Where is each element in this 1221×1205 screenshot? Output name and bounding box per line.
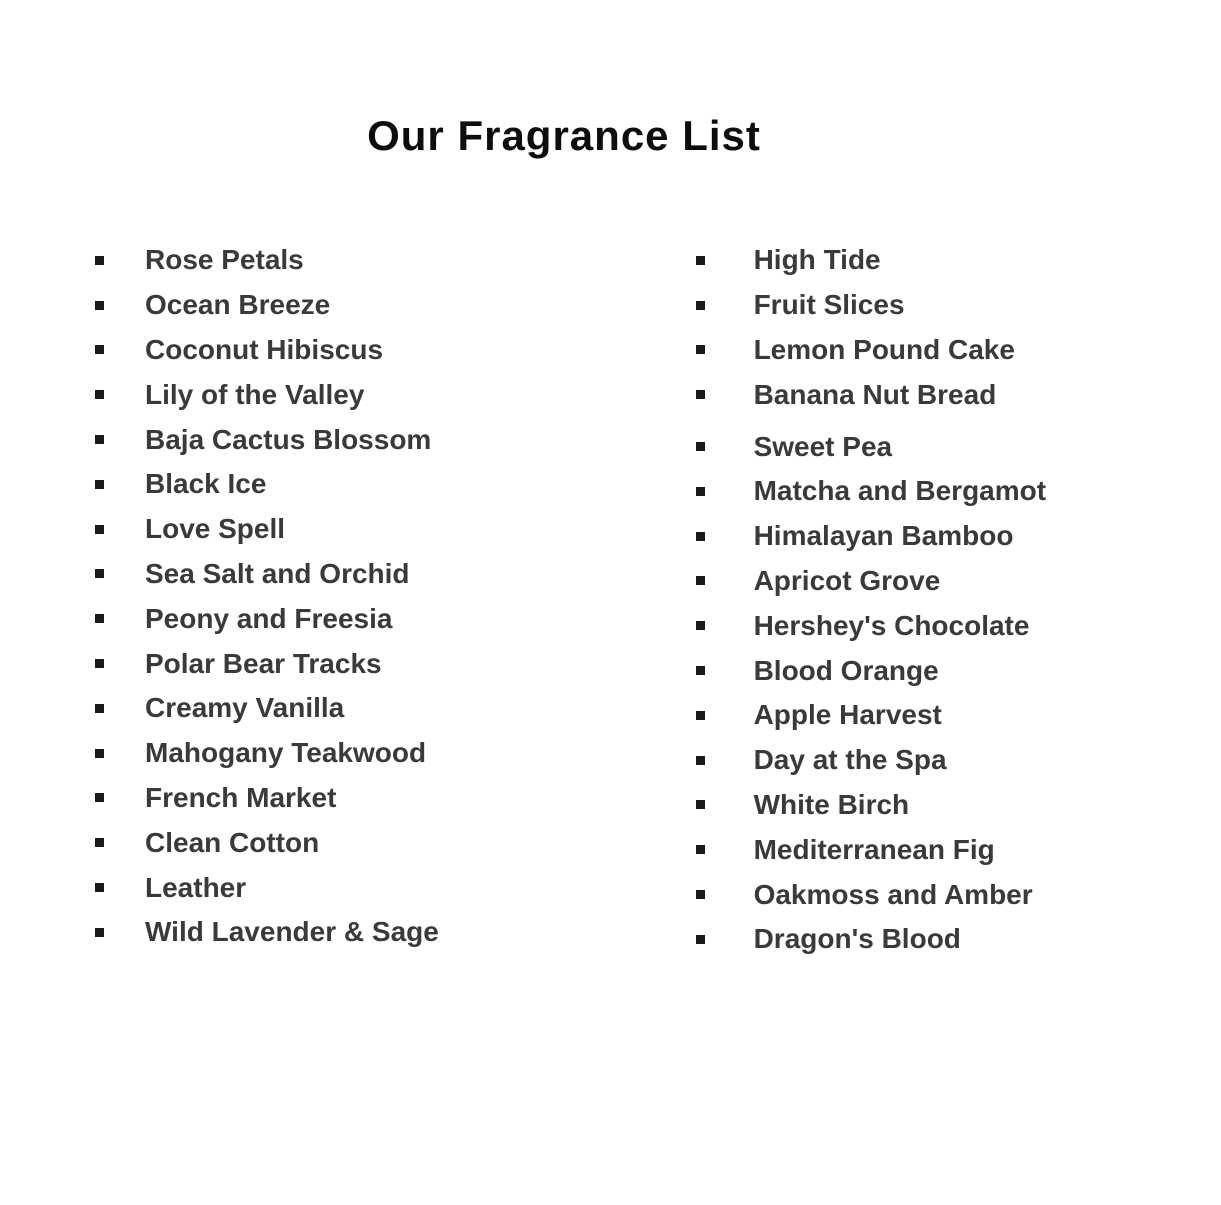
fragrance-list-item [95,865,696,910]
fragrance-name: Love Spell [145,513,286,545]
fragrance-list-item [696,738,1128,783]
square-bullet-icon [95,793,104,802]
square-bullet-icon [95,883,104,892]
fragrance-name: Clean Cotton [145,826,320,858]
square-bullet-icon [696,800,705,809]
fragrance-name: Sea Salt and Orchid [145,557,410,589]
fragrance-list-item [696,783,1128,828]
square-bullet-icon [95,614,104,623]
fragrance-list-item [95,507,696,552]
fragrance-name: Mediterranean Fig [753,833,995,865]
fragrance-list-item [696,872,1128,917]
fragrance-list-item [696,514,1128,559]
fragrance-list-item [95,238,696,283]
fragrance-list-item [95,820,696,865]
square-bullet-icon [95,838,104,847]
fragrance-name: Blood Orange [753,654,939,686]
fragrance-name: Hershey's Chocolate [753,609,1030,641]
fragrance-name: White Birch [753,788,910,820]
fragrance-list-item [696,424,1128,469]
square-bullet-icon [95,525,104,534]
square-bullet-icon [696,390,705,399]
square-bullet-icon [696,756,705,765]
square-bullet-icon [95,301,104,310]
fragrance-column-right [696,238,1128,962]
square-bullet-icon [696,845,705,854]
square-bullet-icon [696,487,705,496]
fragrance-list-item [95,462,696,507]
fragrance-name: Day at the Spa [753,744,947,776]
fragrance-name: Oakmoss and Amber [753,878,1033,910]
square-bullet-icon [95,435,104,444]
fragrance-list-item [696,372,1128,417]
fragrance-list-item [95,552,696,597]
fragrance-list-item [696,827,1128,872]
square-bullet-icon [696,256,705,265]
fragrance-list-item [95,372,696,417]
fragrance-name: Peony and Freesia [145,602,393,634]
square-bullet-icon [95,659,104,668]
fragrance-list-item [95,596,696,641]
fragrance-name: Rose Petals [145,244,304,276]
square-bullet-icon [95,345,104,354]
fragrance-list-item [696,283,1128,328]
fragrance-list-item [95,328,696,373]
square-bullet-icon [696,442,705,451]
fragrance-list-item [95,731,696,776]
square-bullet-icon [696,711,705,720]
fragrance-name: Coconut Hibiscus [145,333,384,365]
fragrance-list-item [696,917,1128,962]
fragrance-list-item [696,238,1128,283]
fragrance-name: Dragon's Blood [753,923,961,955]
square-bullet-icon [696,532,705,541]
fragrance-name: Mahogany Teakwood [145,737,427,769]
fragrance-list-item [95,641,696,686]
fragrance-name: Leather [145,871,247,903]
fragrance-column-left [95,238,696,962]
square-bullet-icon [696,576,705,585]
fragrance-document [0,112,1128,962]
fragrance-name: Sweet Pea [753,430,893,462]
fragrance-name: Polar Bear Tracks [145,647,382,679]
fragrance-name: Wild Lavender & Sage [145,916,439,948]
fragrance-list-item [696,469,1128,514]
square-bullet-icon [696,621,705,630]
fragrance-list-item [95,283,696,328]
fragrance-name: High Tide [753,244,881,276]
square-bullet-icon [95,480,104,489]
fragrance-name: Lemon Pound Cake [753,333,1015,365]
fragrance-name: Matcha and Bergamot [753,475,1047,507]
fragrance-name: Apricot Grove [753,564,941,596]
fragrance-list-item [696,559,1128,604]
fragrance-name: Himalayan Bamboo [753,520,1014,552]
fragrance-name: Black Ice [145,468,267,500]
square-bullet-icon [95,928,104,937]
square-bullet-icon [95,569,104,578]
square-bullet-icon [95,749,104,758]
square-bullet-icon [95,704,104,713]
fragrance-list-item [696,693,1128,738]
fragrance-list-item [95,417,696,462]
square-bullet-icon [696,890,705,899]
square-bullet-icon [696,345,705,354]
square-bullet-icon [696,666,705,675]
fragrance-name: Apple Harvest [753,699,942,731]
fragrance-list-item [696,648,1128,693]
fragrance-name: Ocean Breeze [145,289,331,321]
fragrance-name: Banana Nut Bread [753,378,997,410]
square-bullet-icon [95,390,104,399]
fragrance-name: Fruit Slices [753,289,905,321]
fragrance-name: Baja Cactus Blossom [145,423,432,455]
fragrance-name: Lily of the Valley [145,378,365,410]
fragrance-name: Creamy Vanilla [145,692,345,724]
square-bullet-icon [696,301,705,310]
fragrance-list-item [95,686,696,731]
fragrance-list-item [696,603,1128,648]
fragrance-list-item [95,910,696,955]
page-title: Our Fragrance List [367,112,761,159]
fragrance-columns [95,238,1128,962]
fragrance-list-item [95,776,696,821]
fragrance-name: French Market [145,781,337,813]
square-bullet-icon [696,935,705,944]
square-bullet-icon [95,256,104,265]
fragrance-list-item [696,328,1128,373]
